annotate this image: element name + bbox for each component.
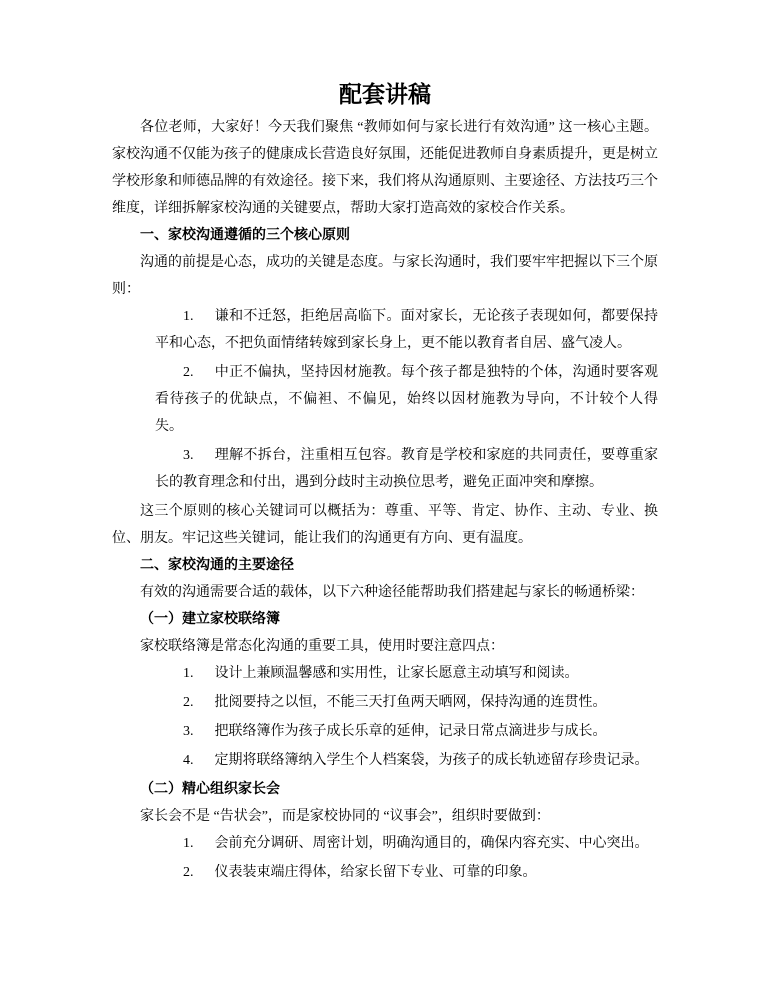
list-item-number: 2. — [183, 365, 194, 380]
list-item-text: 定期将联络簿纳入学生个人档案袋，为孩子的成长轨迹留存珍贵记录。 — [214, 753, 649, 768]
parent-meeting-list — [112, 830, 658, 886]
list-item — [112, 718, 658, 745]
list-item-number: 3. — [183, 724, 194, 739]
list-item — [112, 303, 658, 357]
list-item — [112, 830, 658, 857]
contact-book-list — [112, 660, 658, 774]
list-item-number: 2. — [183, 695, 194, 710]
list-item-text: 把联络簿作为孩子成长乐章的延伸，记录日常点滴进步与成长。 — [214, 724, 607, 739]
section1-lead-paragraph: 沟通的前提是心态，成功的关键是态度。与家长沟通时，我们要牢牢把握以下三个原则： — [112, 255, 658, 297]
list-item — [112, 859, 658, 886]
list-item — [112, 747, 658, 774]
subsection2-heading: （二）精心组织家长会 — [140, 782, 280, 797]
document-title: 配套讲稿 — [339, 82, 431, 107]
list-item — [112, 689, 658, 716]
list-item-number: 1. — [183, 309, 194, 324]
list-item-text: 仪表装束端庄得体，给家长留下专业、可靠的印象。 — [214, 865, 537, 880]
section2-lead-paragraph: 有效的沟通需要合适的载体，以下六种途径能帮助我们搭建起与家长的畅通桥梁： — [140, 585, 644, 600]
section2-heading: 二、家校沟通的主要途径 — [140, 558, 294, 573]
section1-principles-list — [112, 303, 658, 496]
list-item-text: 设计上兼顾温馨感和实用性，让家长愿意主动填写和阅读。 — [214, 666, 579, 681]
list-item-text: 会前充分调研、周密计划，明确沟通目的，确保内容充实、中心突出。 — [214, 836, 649, 851]
list-item-number: 4. — [183, 753, 194, 768]
list-item — [112, 442, 658, 496]
list-item-number: 1. — [183, 836, 194, 851]
list-item-number: 1. — [183, 666, 194, 681]
list-item-number: 3. — [183, 448, 194, 463]
list-item-text: 批阅要持之以恒，不能三天打鱼两天晒网，保持沟通的连贯性。 — [214, 695, 607, 710]
section1-summary-paragraph: 这三个原则的核心关键词可以概括为：尊重、平等、肯定、协作、主动、专业、换位、朋友。牢记这些关键词，能让我们的沟通更有方向、更有温度。 — [112, 504, 658, 546]
subsection1-lead-paragraph: 家校联络簿是常态化沟通的重要工具，使用时要注意四点： — [140, 639, 504, 654]
list-item — [112, 660, 658, 687]
subsection1-heading: （一）建立家校联络簿 — [140, 612, 280, 627]
list-item — [112, 359, 658, 440]
subsection2-lead-paragraph: 家长会不是 “告状会”，而是家校协同的 “议事会”，组织时要做到： — [140, 809, 550, 824]
section1-heading: 一、家校沟通遵循的三个核心原则 — [140, 228, 350, 243]
list-item-number: 2. — [183, 865, 194, 880]
list-item-text: 理解不拆台，注重相互包容。教育是学校和家庭的共同责任，要尊重家长的教育理念和付出，遇到分歧时主动换位思考，避免正面冲突和摩擦。 — [155, 448, 658, 490]
list-item-text: 中正不偏执，坚持因材施教。每个孩子都是独特的个体，沟通时要客观看待孩子的优缺点，不偏袒、不偏见，始终以因材施教为导向，不计较个人得失。 — [155, 365, 658, 434]
intro-paragraph: 各位老师，大家好！今天我们聚焦 “教师如何与家长进行有效沟通” 这一核心主题。家校沟通不仅能为孩子的健康成长营造良好氛围，还能促进教师自身素质提升，更是树立学校形象和师德品牌的有效途径。接下来，我们将从沟通原则、主要途径、方法技巧三个维度，详细拆解家校沟通的关键要点，帮助大家打造高效的家校合作关系。 — [112, 120, 658, 216]
list-item-text: 谦和不迁怒，拒绝居高临下。面对家长，无论孩子表现如何，都要保持平和心态，不把负面情绪转嫁到家长身上，更不能以教育者自居、盛气凌人。 — [155, 309, 658, 351]
